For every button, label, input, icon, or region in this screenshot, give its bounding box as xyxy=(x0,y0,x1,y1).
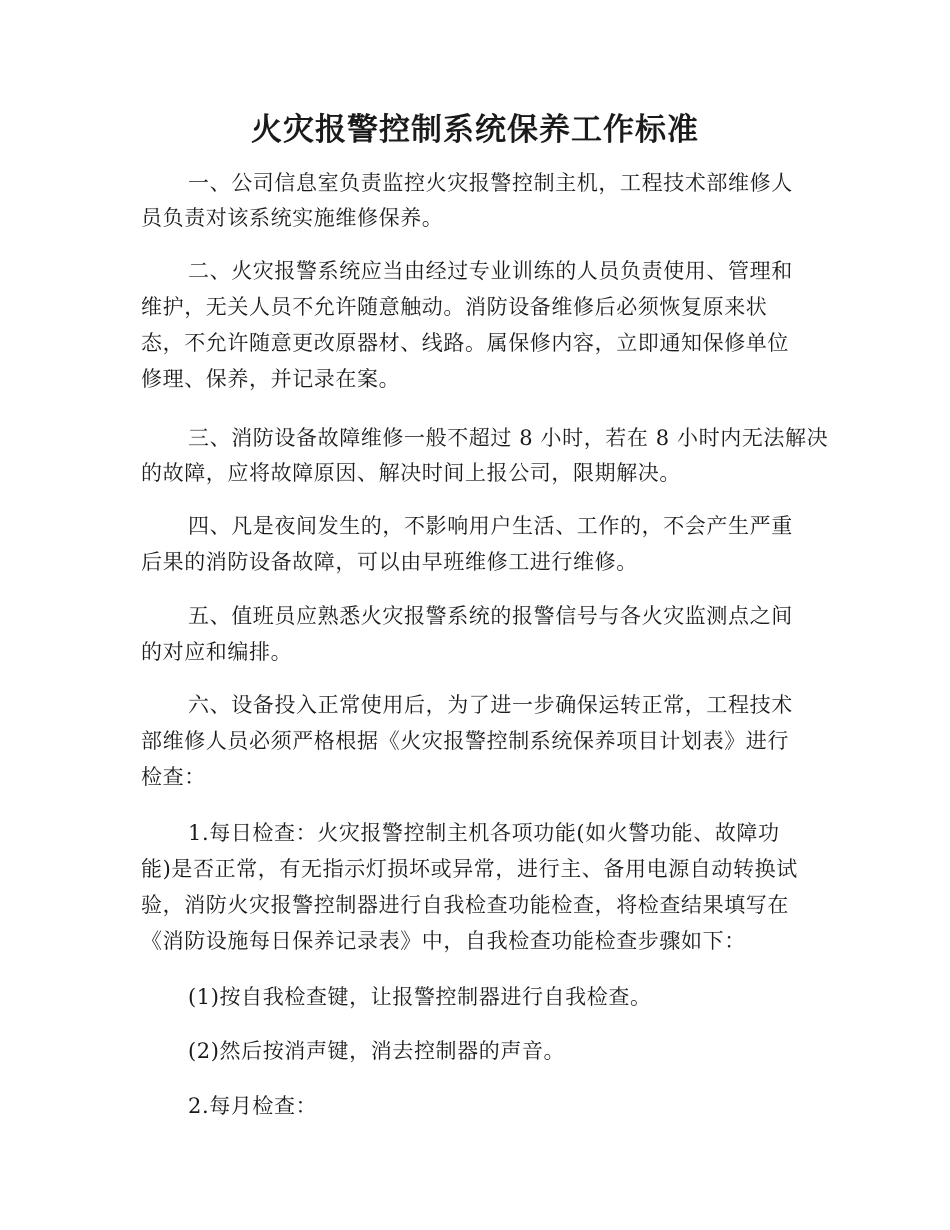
item-1-line-1: 1.每日检查：火灾报警控制主机各项功能(如火警功能、故障功 xyxy=(188,821,780,845)
item-2-heading: 2.每月检查： xyxy=(188,1094,318,1118)
paragraph-4-line-2: 后果的消防设备故障，可以由早班维修工进行维修。 xyxy=(141,550,638,574)
step-1: (1)按自我检查键，让报警控制器进行自我检查。 xyxy=(188,985,652,1009)
paragraph-6-line-3: 检查： xyxy=(141,765,206,789)
paragraph-2-line-4: 修理、保养，并记录在案。 xyxy=(141,367,401,391)
paragraph-2-line-1: 二、火灾报警系统应当由经过专业训练的人员负责使用、管理和 xyxy=(188,259,793,283)
paragraph-4-line-1: 四、凡是夜间发生的，不影响用户生活、工作的，不会产生严重 xyxy=(188,514,793,538)
paragraph-6-line-2: 部维修人员必须严格根据《火灾报警控制系统保养项目计划表》进行 xyxy=(141,729,789,753)
paragraph-3-line-1: 三、消防设备故障维修一般不超过 8 小时，若在 8 小时内无法解决 xyxy=(188,426,829,450)
paragraph-2-line-3: 态，不允许随意更改原器材、线路。属保修内容，立即通知保修单位 xyxy=(141,331,789,355)
paragraph-1-line-2: 员负责对该系统实施维修保养。 xyxy=(141,206,444,230)
paragraph-3-line-2: 的故障，应将故障原因、解决时间上报公司，限期解决。 xyxy=(141,461,681,485)
step-2: (2)然后按消声键，消去控制器的声音。 xyxy=(188,1039,566,1063)
paragraph-6-line-1: 六、设备投入正常使用后，为了进一步确保运转正常，工程技术 xyxy=(188,693,793,717)
paragraph-5-line-2: 的对应和编排。 xyxy=(141,640,293,664)
item-1-line-2: 能)是否正常，有无指示灯损坏或异常，进行主、备用电源自动转换试 xyxy=(141,857,798,881)
paragraph-5-line-1: 五、值班员应熟悉火灾报警系统的报警信号与各火灾监测点之间 xyxy=(188,604,793,628)
paragraph-2-line-2: 维护，无关人员不允许随意触动。消防设备维修后必须恢复原来状 xyxy=(141,295,768,319)
item-1-line-3: 验，消防火灾报警控制器进行自我检查功能检查，将检查结果填写在 xyxy=(141,893,789,917)
item-1-line-4: 《消防设施每日保养记录表》中，自我检查功能检查步骤如下： xyxy=(141,929,746,953)
paragraph-1-line-1: 一、公司信息室负责监控火灾报警控制主机，工程技术部维修人 xyxy=(188,171,793,195)
document-title: 火灾报警控制系统保养工作标准 xyxy=(251,112,699,148)
